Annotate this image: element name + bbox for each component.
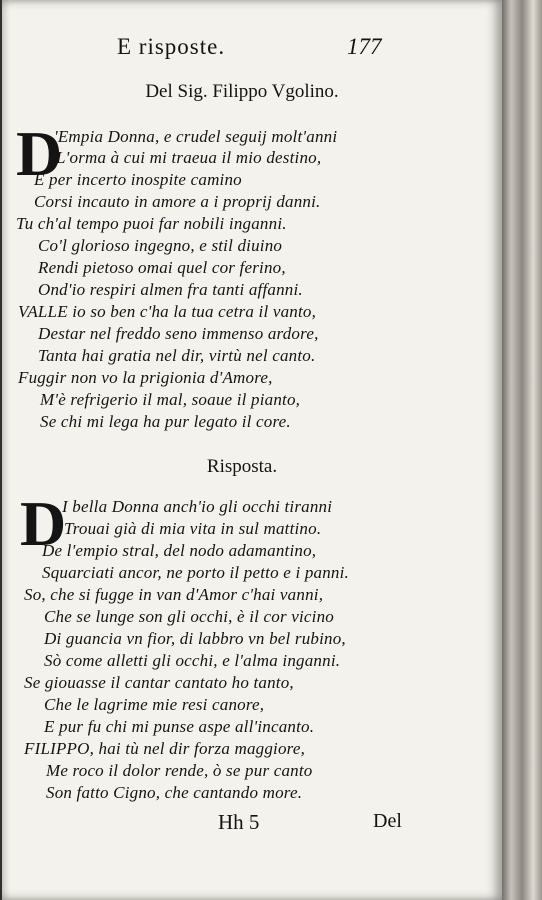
- page-footer: [2, 810, 502, 840]
- running-title: E risposte.: [117, 34, 226, 59]
- verse-line: De l'empio stral, del nodo adamantino,: [42, 541, 317, 560]
- catchword: Del: [373, 810, 402, 832]
- page: [2, 0, 502, 900]
- verse-line: Trouai già di mia vita in sul mattino.: [64, 519, 322, 538]
- poem-title: Risposta.: [206, 456, 278, 477]
- verse-line: Co'l glorioso ingegno, e stil diuino: [38, 236, 283, 255]
- verse-line: VALLE io so ben c'ha la tua cetra il vanto,: [18, 302, 317, 321]
- verse-line: Son fatto Cigno, che cantando more.: [46, 783, 303, 802]
- verse-line: 'Empia Donna, e crudel seguij molt'anni: [54, 127, 338, 146]
- verse-line: Squarciati ancor, ne porto il petto e i panni.: [42, 563, 349, 582]
- page-edge: [498, 0, 542, 900]
- verse-line: Tu ch'al tempo puoi far nobili inganni.: [16, 214, 287, 233]
- verse-line: L'orma à cui mi traeua il mio destino,: [56, 148, 322, 167]
- page-header: [2, 34, 502, 64]
- verse-line: I bella Donna anch'io gli occhi tiranni: [62, 497, 333, 516]
- verse-line: Che se lunge son gli occhi, è il cor vicino: [44, 607, 334, 626]
- verse-line: Tanta hai gratia nel dir, virtù nel canto.: [38, 346, 316, 365]
- verse-line: Me roco il dolor rende, ò se pur canto: [46, 761, 313, 780]
- drop-cap: D: [20, 488, 67, 559]
- verse-line: Se chi mi lega ha pur legato il core.: [40, 412, 291, 431]
- verse-line: So, che si fugge in van d'Amor c'hai vanni,: [24, 585, 324, 604]
- verse-line: E per incerto inospite camino: [34, 170, 242, 189]
- verse-line: Fuggir non vo la prigionia d'Amore,: [18, 368, 273, 387]
- verse-line: Di guancia vn fior, di labbro vn bel rubino,: [44, 629, 346, 648]
- verse-line: E pur fu chi mi punse aspe all'incanto.: [44, 717, 315, 736]
- verse-line: Rendi pietoso omai quel cor ferino,: [38, 258, 286, 277]
- verse-line: Sò come alletti gli occhi, e l'alma inganni.: [44, 651, 341, 670]
- verse-line: Se giouasse il cantar cantato ho tanto,: [24, 673, 294, 692]
- poem-title: Del Sig. Filippo Vgolino.: [145, 81, 339, 102]
- verse-line: Corsi incauto in amore a i proprij danni.: [34, 192, 321, 211]
- verse-line: Destar nel freddo seno immenso ardore,: [38, 324, 319, 343]
- verse-line: Ond'io respiri almen fra tanti affanni.: [38, 280, 303, 299]
- signature-mark: Hh 5: [218, 810, 260, 834]
- verse-line: Che le lagrime mie resi canore,: [44, 695, 265, 714]
- page-number: 177: [347, 34, 382, 59]
- drop-cap: D: [16, 118, 63, 189]
- verse-line: M'è refrigerio il mal, soaue il pianto,: [40, 390, 301, 409]
- verse-line: FILIPPO, hai tù nel dir forza maggiore,: [24, 739, 306, 758]
